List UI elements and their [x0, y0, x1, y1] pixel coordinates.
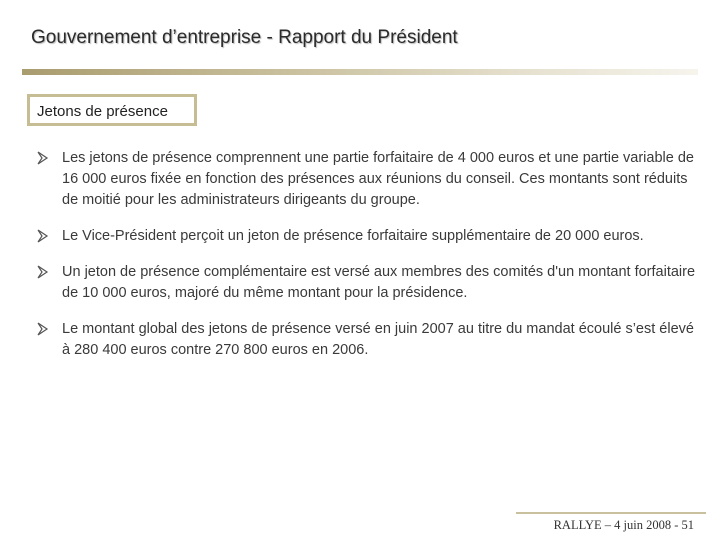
bullet-text: Un jeton de présence complémentaire est versé aux membres des comités d'un montant forfaitaire de 10 000 euros, majoré du même montant pour la présidence.	[62, 264, 696, 301]
bullet-list	[36, 148, 696, 376]
bullet-item	[36, 262, 696, 304]
bullet-item	[36, 226, 696, 247]
bullet-item	[36, 148, 696, 211]
footer-text: RALLYE – 4 juin 2008 - 51	[553, 518, 694, 532]
section-heading-box	[27, 94, 197, 126]
arrow-bullet-icon	[36, 150, 50, 166]
arrow-bullet-icon	[36, 228, 50, 244]
bullet-text: Le montant global des jetons de présence versé en juin 2007 au titre du mandat écoulé s’est élevé à 280 400 euros contre 270 800 euros en 2006.	[62, 321, 694, 358]
bullet-text: Le Vice-Président perçoit un jeton de présence forfaitaire supplémentaire de 20 000 euros.	[62, 228, 644, 244]
section-heading: Jetons de présence	[37, 103, 168, 120]
title-divider	[22, 69, 698, 75]
bullet-text: Les jetons de présence comprennent une partie forfaitaire de 4 000 euros et une partie variable de 16 000 euros fixée en fonction des présences aux réunions du conseil. Ces montants sont réduits de moitié pour les administrateurs dirigeants du groupe.	[62, 150, 694, 208]
bullet-item	[36, 319, 696, 361]
arrow-bullet-icon	[36, 264, 50, 280]
arrow-bullet-icon	[36, 321, 50, 337]
footer-divider	[516, 512, 706, 514]
page-title: Gouvernement d’entreprise - Rapport du Président	[31, 27, 458, 48]
